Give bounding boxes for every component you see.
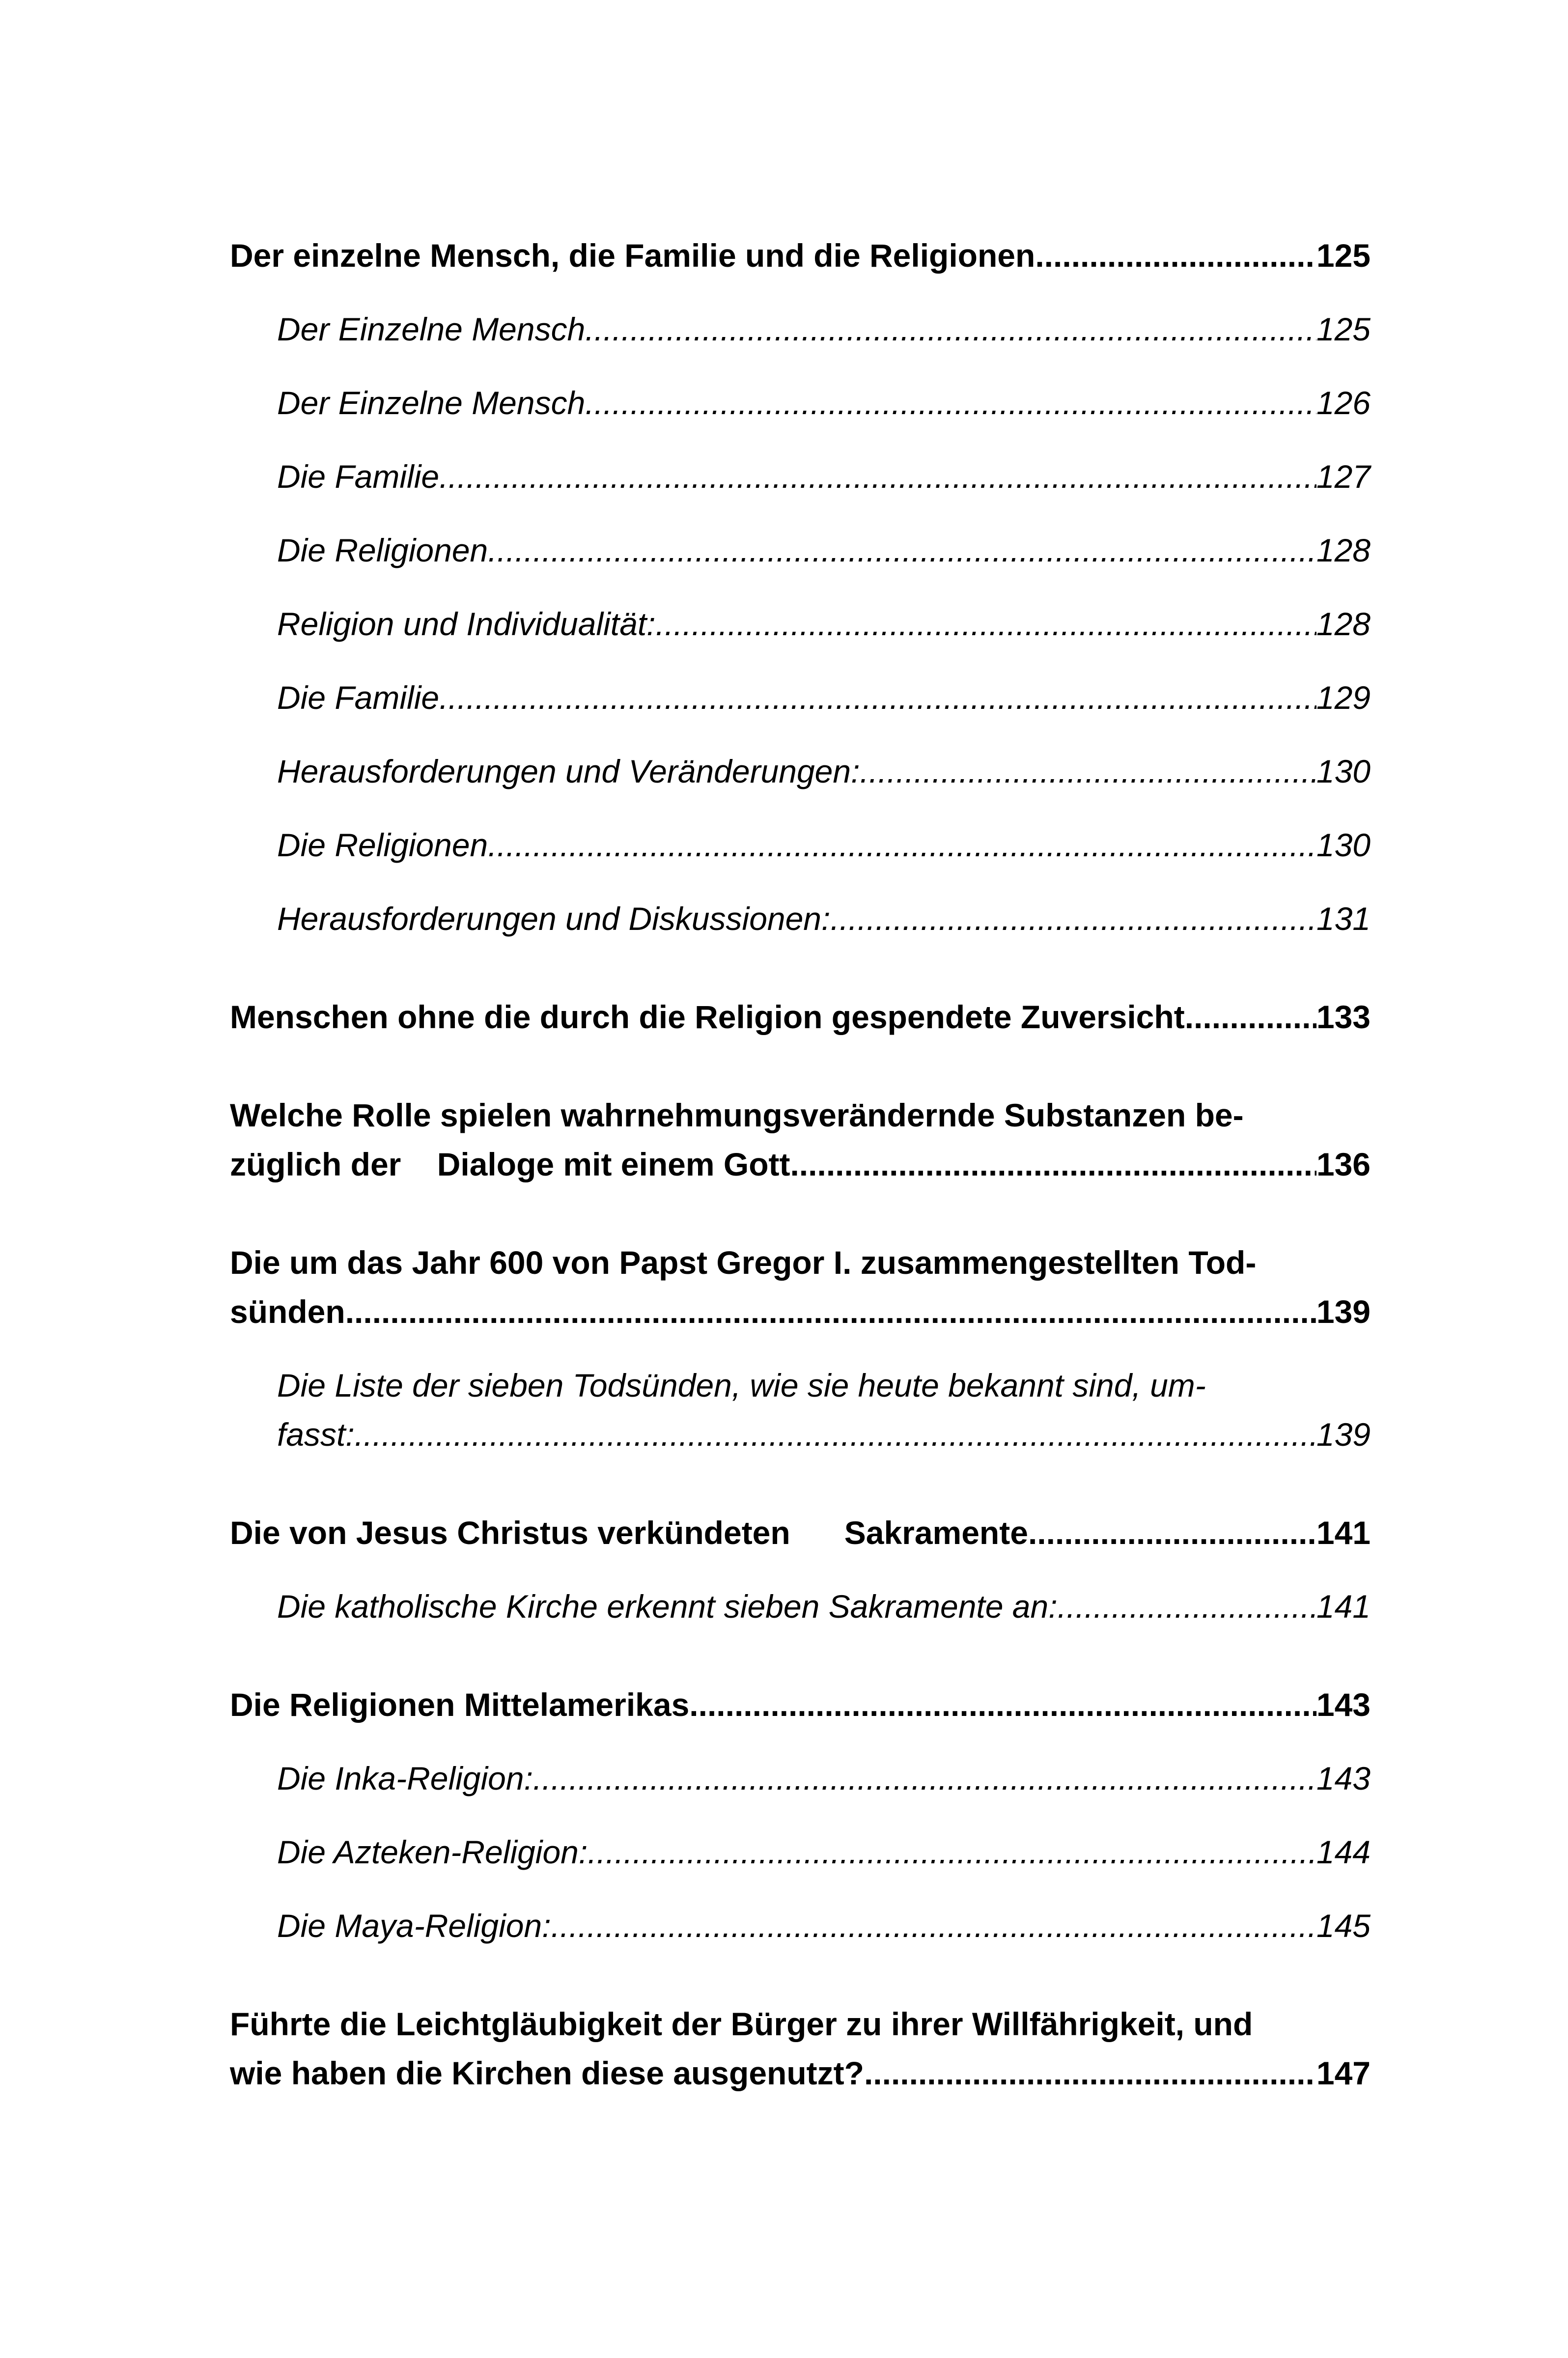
toc-leader-dots <box>790 1140 1316 1189</box>
toc-page-number: 128 <box>1316 606 1371 642</box>
toc-entry-title: Der Einzelne Mensch <box>277 385 586 421</box>
toc-page-number: 143 <box>1316 1760 1371 1797</box>
toc-page-number: 139 <box>1316 1416 1371 1453</box>
toc-page-number: 141 <box>1316 1588 1371 1625</box>
toc-page-number: 147 <box>1316 2055 1371 2091</box>
toc-leader-dots <box>355 1410 1316 1459</box>
toc-entry-title: Die Familie <box>277 458 440 495</box>
toc-leader-dots <box>439 452 1316 501</box>
toc-entry-title: Religion und Individualität: <box>277 606 656 642</box>
toc-leader-dots <box>689 1680 1316 1729</box>
toc-entry-title: Die Azteken-Religion: <box>277 1834 588 1870</box>
toc-page-number: 141 <box>1316 1515 1371 1551</box>
toc-entry-title: Der einzelne Mensch, die Familie und die Religionen <box>230 237 1036 274</box>
toc-entry-title: wie haben die Kirchen diese ausgenutzt? <box>230 2055 864 2091</box>
toc-subentry[interactable] <box>277 1754 1371 1803</box>
toc-page-number: 125 <box>1316 237 1371 274</box>
toc-leader-dots <box>585 378 1316 427</box>
toc-leader-dots <box>864 2049 1316 2098</box>
toc-entry-title: Die Religionen Mittelamerikas <box>230 1686 690 1723</box>
toc-leader-dots <box>830 894 1316 943</box>
toc-entry-title: Die Religionen <box>277 532 488 568</box>
toc-subentry[interactable] <box>277 452 1371 501</box>
toc-page-number: 125 <box>1316 311 1371 347</box>
toc-page-number: 126 <box>1316 385 1371 421</box>
toc-heading-entry[interactable] <box>230 1999 1371 2098</box>
toc-heading-entry[interactable] <box>230 1238 1371 1336</box>
toc-subentry[interactable] <box>277 673 1371 722</box>
toc-entry-title: Der Einzelne Mensch <box>277 311 586 347</box>
toc-leader-dots <box>533 1754 1316 1803</box>
toc-page-number: 136 <box>1316 1146 1371 1182</box>
toc-heading-entry[interactable] <box>230 1508 1371 1557</box>
toc-entry-title: Die katholische Kirche erkennt sieben Sakramente an: <box>277 1588 1058 1625</box>
toc-heading-entry[interactable] <box>230 992 1371 1041</box>
toc-page-number: 130 <box>1316 753 1371 789</box>
toc-entry-title: Herausforderungen und Diskussionen: <box>277 900 831 937</box>
toc-page-number: 144 <box>1316 1834 1371 1870</box>
toc-entry-title-line1: Führte die Leichtgläubigkeit der Bürger zu ihrer Willfährigkeit, und <box>230 2006 1253 2042</box>
toc-page-number: 128 <box>1316 532 1371 568</box>
toc-entry-title-line1: Die Liste der sieben Todsünden, wie sie heute bekannt sind, um- <box>277 1367 1206 1404</box>
toc-page-number: 130 <box>1316 827 1371 863</box>
toc-page-number: 131 <box>1316 900 1371 937</box>
toc-subentry[interactable] <box>277 820 1371 870</box>
toc-subentry[interactable] <box>277 526 1371 575</box>
toc-leader-dots <box>585 305 1316 354</box>
toc-leader-dots <box>1058 1582 1316 1631</box>
toc-heading-entry[interactable] <box>230 1091 1371 1189</box>
toc-leader-dots <box>656 599 1316 648</box>
toc-subentry[interactable] <box>277 1901 1371 1950</box>
toc-heading-entry[interactable] <box>230 1680 1371 1729</box>
toc-heading-entry[interactable] <box>230 231 1371 280</box>
toc-entry-title: Die von Jesus Christus verkündeten Sakramente <box>230 1515 1028 1551</box>
toc-subentry[interactable] <box>277 894 1371 943</box>
toc-entry-title: Herausforderungen und Veränderungen: <box>277 753 860 789</box>
toc-entry-title: sünden <box>230 1293 345 1330</box>
toc-entry-title: züglich der Dialoge mit einem Gott <box>230 1146 790 1182</box>
toc-subentry[interactable] <box>277 1827 1371 1877</box>
toc-entry-title: Die Inka-Religion: <box>277 1760 533 1797</box>
toc-subentry[interactable] <box>277 1361 1371 1459</box>
toc-leader-dots <box>588 1827 1316 1877</box>
toc-entry-title-line1: Die um das Jahr 600 von Papst Gregor I. zusammengestellten Tod- <box>230 1244 1257 1281</box>
toc-subentry[interactable] <box>277 305 1371 354</box>
toc-page-number: 139 <box>1316 1293 1371 1330</box>
toc-entry-title: fasst: <box>277 1416 355 1453</box>
toc-entry-title: Die Maya-Religion: <box>277 1908 551 1944</box>
toc-page-number: 133 <box>1316 999 1371 1035</box>
toc-entry-title: Menschen ohne die durch die Religion gespendete Zuversicht <box>230 999 1185 1035</box>
toc-subentry[interactable] <box>277 378 1371 427</box>
toc-leader-dots <box>1035 231 1316 280</box>
toc-page-number: 127 <box>1316 458 1371 495</box>
toc-leader-dots <box>860 747 1316 796</box>
toc-entry-title: Die Familie <box>277 679 440 716</box>
toc-leader-dots <box>488 820 1316 870</box>
toc-page-number: 143 <box>1316 1686 1371 1723</box>
toc-entry-title: Die Religionen <box>277 827 488 863</box>
toc-subentry[interactable] <box>277 599 1371 648</box>
toc-subentry[interactable] <box>277 747 1371 796</box>
toc-leader-dots <box>1185 992 1316 1041</box>
toc-entry-title-line1: Welche Rolle spielen wahrnehmungsverändernde Substanzen be- <box>230 1097 1244 1133</box>
toc-leader-dots <box>439 673 1316 722</box>
toc-leader-dots <box>551 1901 1316 1950</box>
toc-leader-dots <box>1028 1508 1316 1557</box>
toc-leader-dots <box>345 1287 1316 1336</box>
toc-leader-dots <box>488 526 1316 575</box>
toc-subentry[interactable] <box>277 1582 1371 1631</box>
toc-page-number: 145 <box>1316 1908 1371 1944</box>
toc-page-number: 129 <box>1316 679 1371 716</box>
